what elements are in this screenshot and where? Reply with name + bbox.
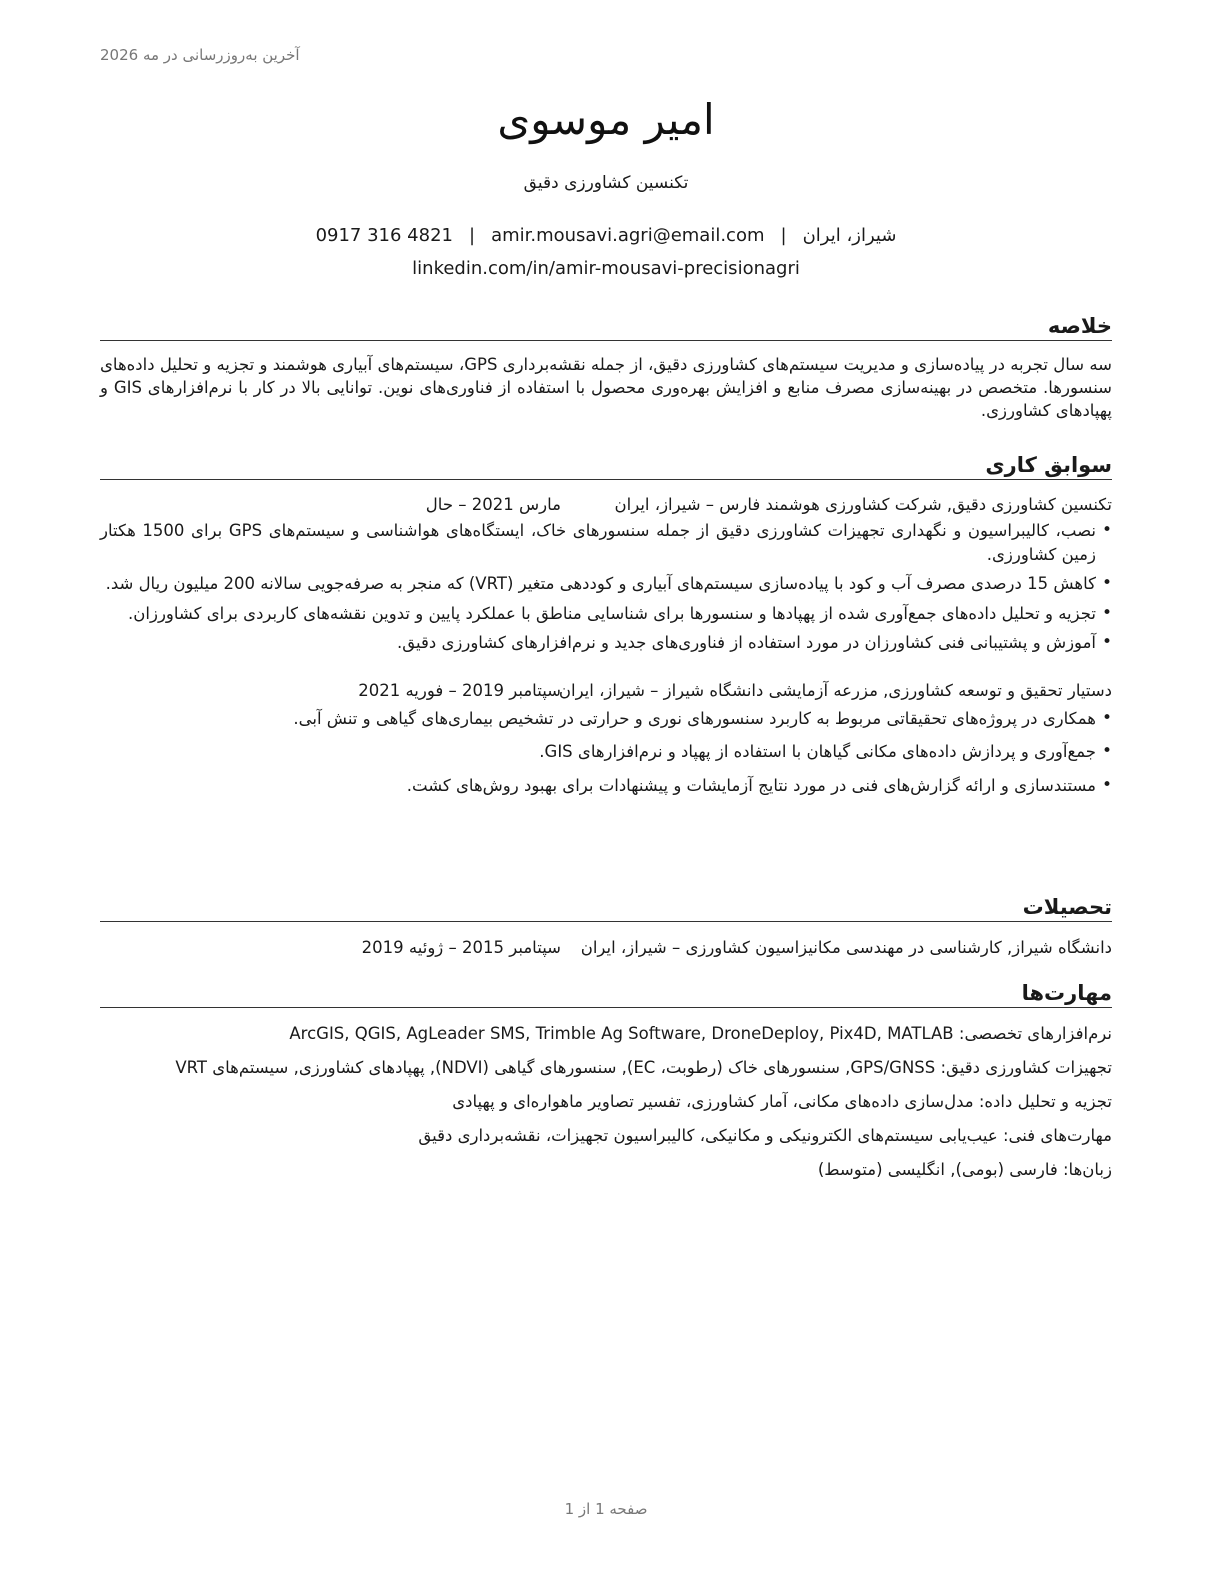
job-bullet: • نصب، کالیبراسیون و نگهداری تجهیزات کشاورزی دقیق از جمله سنسورهای خاک، ایستگاه‌های هواشناسی و سیستم‌های GPS برای 1500 هکتار زمین کشاورزی. xyxy=(100,519,1112,566)
job-bullet: • تجزیه و تحلیل داده‌های جمع‌آوری شده از پهپادها و سنسورها برای شناسایی مناطق با عملکرد پایین و تدوین نقشه‌های کاربردی برای کشاورزان. xyxy=(100,602,1112,626)
skill-line: تجهیزات کشاورزی دقیق: GPS/GNSS, سنسورهای خاک (رطوبت، EC), سنسورهای گیاهی (NDVI), پهپادهای کشاورزی, سیستم‌های VRT xyxy=(175,1058,1112,1077)
contact-email[interactable]: amir.mousavi.agri@email.com xyxy=(491,225,765,246)
job-date: سپتامبر 2019 – فوریه 2021 xyxy=(358,680,561,700)
skills-list xyxy=(100,1022,1112,1182)
job-bullet: • مستندسازی و ارائه گزارش‌های فنی در مورد نتایج آزمایشات و پیشنهادات برای بهبود روش‌های کشت. xyxy=(100,774,1112,798)
skill-line: مهارت‌های فنی: عیب‌یابی سیستم‌های الکترونیکی و مکانیکی، کالیبراسیون تجهیزات، نقشه‌برداری دقیق xyxy=(418,1126,1112,1145)
summary-heading: خلاصه xyxy=(100,312,1112,341)
job-bullet: • جمع‌آوری و پردازش داده‌های مکانی گیاهان با استفاده از پهپاد و نرم‌افزارهای GIS. xyxy=(100,740,1112,764)
education-heading: تحصیلات xyxy=(100,893,1112,922)
contact-location: شیراز، ایران xyxy=(802,225,897,246)
job-title: تکنسین کشاورزی دقیق, شرکت کشاورزی هوشمند فارس – شیراز، ایران xyxy=(614,495,1112,514)
skill-line: زبان‌ها: فارسی (بومی), انگلیسی (متوسط) xyxy=(817,1160,1112,1179)
job-bullets xyxy=(100,519,1112,655)
experience-heading: سوابق کاری xyxy=(100,451,1112,480)
education-entry xyxy=(100,936,1112,960)
page-number: صفحه 1 از 1 xyxy=(564,1500,648,1518)
skill-line: نرم‌افزارهای تخصصی: ArcGIS, QGIS, AgLeader SMS, Trimble Ag Software, DroneDeploy, Pix4D, MATLAB xyxy=(289,1024,1112,1043)
contact-separator: | xyxy=(780,225,787,246)
education-header xyxy=(100,936,1112,960)
last-updated: آخرین به‌روزرسانی در مه 2026 xyxy=(100,46,300,64)
contact-linkedin[interactable]: linkedin.com/in/amir-mousavi-precisionagri xyxy=(412,258,800,279)
contact-separator: | xyxy=(468,225,476,246)
summary-section xyxy=(100,312,1112,422)
job-header xyxy=(100,679,1112,703)
job-headline: تکنسین کشاورزی دقیق xyxy=(523,173,689,193)
education-title: دانشگاه شیراز, کارشناسی در مهندسی مکانیزاسیون کشاورزی – شیراز، ایران xyxy=(580,938,1112,957)
skills-heading: مهارت‌ها xyxy=(100,979,1112,1008)
job-entry xyxy=(100,493,1112,655)
job-header xyxy=(100,493,1112,517)
job-entry xyxy=(100,679,1112,798)
job-bullet: • آموزش و پشتیبانی فنی کشاورزان در مورد استفاده از فناوری‌های جدید و نرم‌افزارهای کشاورزی دقیق. xyxy=(100,631,1112,655)
contact-phone: 0917 316 4821 xyxy=(315,225,453,246)
skills-section xyxy=(100,979,1112,1192)
job-bullets xyxy=(100,707,1112,798)
skill-line: تجزیه و تحلیل داده: مدل‌سازی داده‌های مکانی، آمار کشاورزی، تفسیر تصاویر ماهواره‌ای و پهپادی xyxy=(452,1092,1112,1111)
summary-text: سه سال تجربه در پیاده‌سازی و مدیریت سیستم‌های کشاورزی دقیق، از جمله نقشه‌برداری GPS، سیستم‌های آبیاری هوشمند و تجزیه و تحلیل داده‌های سنسورها. متخصص در بهینه‌سازی مصرف منابع و افزایش بهره‌وری محصول با استفاده از فناوری‌های نوین. توانایی بالا در کار با نرم‌افزارهای GIS و پهپادهای کشاورزی. xyxy=(100,355,1112,420)
education-section xyxy=(100,893,1112,960)
education-date: سپتامبر 2015 – ژوئیه 2019 xyxy=(361,938,561,957)
job-bullet: • کاهش 15 درصدی مصرف آب و کود با پیاده‌سازی سیستم‌های آبیاری و کوددهی متغیر (VRT) که منجر به صرفه‌جویی سالانه 200 میلیون ریال شد. xyxy=(100,572,1112,596)
job-title: دستیار تحقیق و توسعه کشاورزی, مزرعه آزمایشی دانشگاه شیراز – شیراز، ایران xyxy=(558,680,1112,700)
resume-page xyxy=(100,0,1112,1584)
experience-section xyxy=(100,451,1112,803)
job-date: مارس 2021 – حال xyxy=(425,495,561,514)
candidate-name: امیر موسوی xyxy=(497,95,715,144)
job-bullet: • همکاری در پروژه‌های تحقیقاتی مربوط به کاربرد سنسورهای نوری و حرارتی در تشخیص بیماری‌های گیاهی و تنش آبی. xyxy=(100,707,1112,731)
contact-line xyxy=(100,224,1112,248)
